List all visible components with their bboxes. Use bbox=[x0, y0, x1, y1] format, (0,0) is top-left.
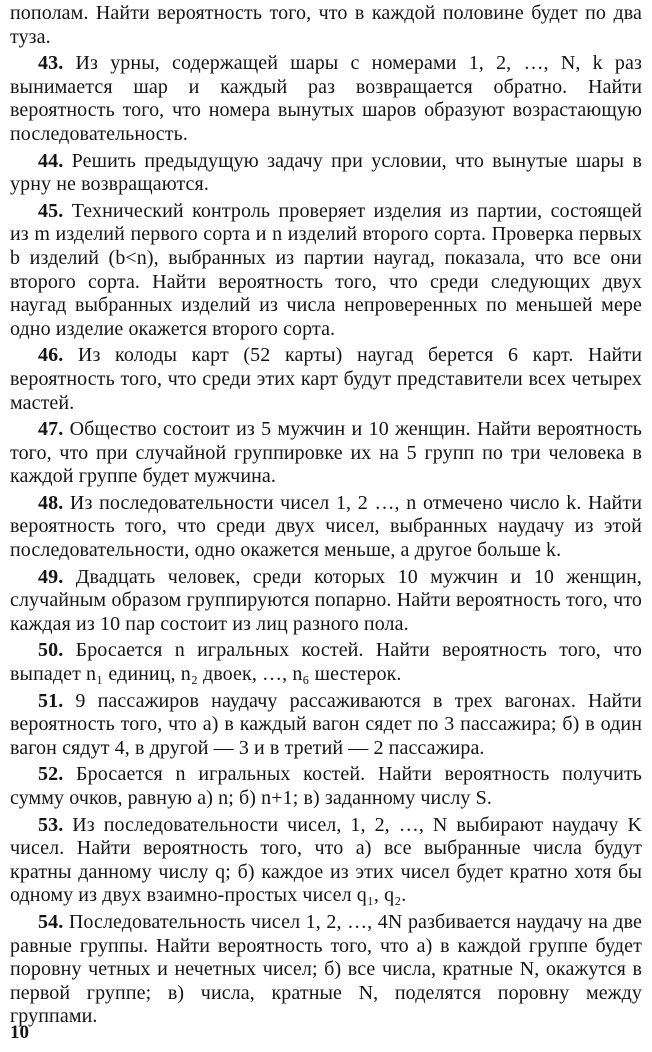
problem-number: 43. bbox=[38, 52, 64, 75]
problem-44 bbox=[10, 150, 642, 197]
problem-text: Последовательность чисел 1, 2, …, 4N разбивается наудачу на две равные группы. Найти вероятность того, что а) в каждой группе будет поровну четных и нечетных чисел; б) все числа, кратные N, окажутся в первой группе; в) числа, кратные N, поделятся поровну между группами. bbox=[10, 910, 642, 1028]
problem-text: Решить предыдущую задачу при условии, что вынутые шары в урну не возвращаются. bbox=[10, 149, 642, 196]
problem-number: 52. bbox=[38, 763, 64, 786]
problem-43 bbox=[10, 52, 642, 146]
problems-text bbox=[10, 2, 642, 1032]
problem-51 bbox=[10, 690, 642, 761]
problem-53 bbox=[10, 814, 642, 908]
problem-54 bbox=[10, 911, 642, 1029]
problem-text: Общество состоит из 5 мужчин и 10 женщин. Найти вероятность того, что при случайной группировке их на 5 групп по три человека в каждой группе будет мужчина. bbox=[10, 418, 642, 488]
problem-number: 49. bbox=[38, 565, 64, 588]
problem-text: Из колоды карт (52 карты) наугад берется 6 карт. Найти вероятность того, что среди этих карт будут представители всех четырех мастей. bbox=[10, 344, 642, 414]
problem-47 bbox=[10, 418, 642, 489]
page-number: 10 bbox=[10, 1022, 29, 1043]
problem-text: Двадцать человек, среди которых 10 мужчин и 10 женщин, случайным образом группируются попарно. Найти вероятность того, что каждая из 10 пар состоит из лиц разного пола. bbox=[10, 565, 642, 635]
problem-48 bbox=[10, 492, 642, 563]
intro-paragraph bbox=[10, 2, 642, 49]
problem-number: 46. bbox=[38, 344, 64, 367]
problem-text: Бросается n игральных костей. Найти вероятность получить сумму очков, равную а) n; б) n+1; в) заданному числу S. bbox=[10, 763, 643, 809]
problem-number: 44. bbox=[38, 149, 64, 172]
problem-text: 9 пассажиров наудачу рассаживаются в трех вагонах. Найти вероятность того, что а) в каждый вагон сядет по 3 пассажира; б) в один вагон сядут 4, в другой — 3 и в третий — 2 пассажира. bbox=[10, 689, 642, 759]
problem-number: 51. bbox=[38, 689, 64, 712]
problem-text: Технический контроль проверяет изделия из партии, состоящей из m изделий первого сорта и n изделий второго сорта. Проверка первых b изделий (b<n), выбранных из партии наугад, показала, что все они второго сорта. Найти вероятность того, что среди следующих двух наугад выбранных изделий из числа непроверенных по меньшей мере одно изделие окажется второго сорта. bbox=[10, 199, 643, 340]
problem-text: Из урны, содержащей шары с номерами 1, 2, …, N, k раз вынимается шар и каждый раз возвращается обратно. Найти вероятность того, что номера вынутых шаров образуют возрастающую последовательность. bbox=[10, 52, 642, 145]
problem-49 bbox=[10, 566, 642, 637]
problem-text: Из последовательности чисел, 1, 2, …, N выбирают наудачу K чисел. Найти вероятность того, что а) все выбранные числа будут кратны данному числу q; б) каждое из этих чисел будет кратно хотя бы одному из двух взаимно-простых чисел q₁, q₂. bbox=[10, 813, 642, 907]
intro-text: пополам. Найти вероятность того, что в каждой половине будет по два туза. bbox=[10, 2, 642, 48]
problem-text: Бросается n игральных костей. Найти вероятность того, что выпадет n₁ единиц, n₂ двоек, …, n₆ шестерок. bbox=[10, 639, 642, 686]
problem-number: 53. bbox=[38, 813, 64, 836]
problem-number: 45. bbox=[38, 199, 64, 222]
problem-number: 48. bbox=[38, 491, 64, 514]
problem-45 bbox=[10, 200, 642, 342]
problem-number: 50. bbox=[38, 639, 64, 662]
problem-number: 47. bbox=[38, 418, 64, 441]
problem-46 bbox=[10, 344, 642, 415]
problem-50 bbox=[10, 639, 642, 686]
problem-52 bbox=[10, 763, 642, 810]
problem-text: Из последовательности чисел 1, 2 …, n отмечено число k. Найти вероятность того, что среди двух чисел, выбранных наудачу из этой последовательности, одно окажется меньше, а другое больше k. bbox=[10, 491, 642, 562]
problem-number: 54. bbox=[38, 910, 64, 933]
